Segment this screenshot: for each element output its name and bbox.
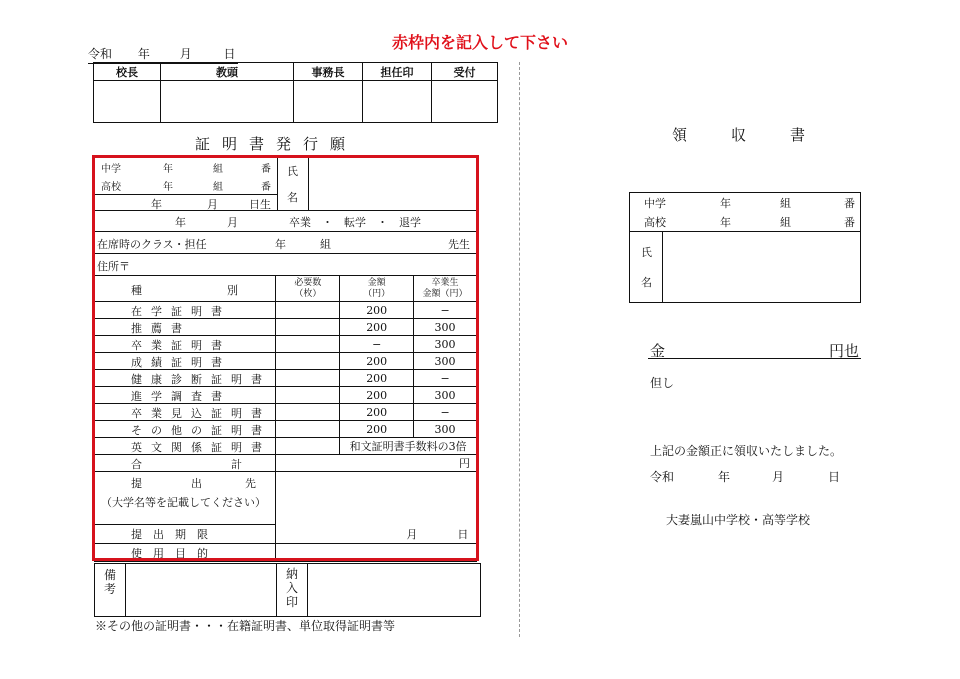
certificate-grad-price: 300 [414,319,477,336]
reception-stamp-cell [432,81,498,123]
jh-year-label: 年 [163,164,173,175]
certificate-name: 健康診断証明書 [131,373,271,386]
receipt-date-day: 日 [828,470,841,484]
status-options[interactable]: 卒業 ・ 転学 ・ 退学 [289,216,421,229]
certificate-price: 200 [340,353,414,370]
address-label: 住所〒 [97,260,130,273]
receipt-hs-year: 年 [720,216,731,229]
request-form-title: 証明書発行願 [195,135,358,153]
status-month-label: 月 [227,216,238,229]
remarks-label-cell [95,564,126,617]
jh-class-label: 組 [213,164,223,175]
certificate-grad-price: − [414,404,477,421]
receipt-date-month: 月 [772,470,785,484]
certificate-name: 卒業見込証明書 [131,407,271,420]
certificate-grad-price: 300 [414,421,477,438]
receipt-amount-line [648,340,861,359]
certificate-grad-price: − [414,302,477,319]
certificate-grad-price: 300 [414,387,477,404]
instruction-notice: 赤枠内を記入して下さい [391,33,568,52]
receipt-purpose-label: 但し [650,376,675,390]
receipt-name-field[interactable] [663,232,861,303]
price-header-label: 金額 [367,277,386,288]
certificate-price: 200 [340,302,414,319]
receipt-amount-prefix: 金 [650,342,666,360]
hs-number-label: 番 [261,182,271,193]
receipt-jh-number: 番 [844,197,855,210]
receipt-date-era: 令和 [650,470,675,484]
receipt-jh-year: 年 [720,197,731,210]
remarks-label: 備考 [104,568,117,596]
certificate-name: 推薦書 [131,322,191,335]
name-label-1: 氏 [287,165,298,178]
submit-to-label-3: 先 [245,477,256,490]
receipt-hs-number: 番 [844,216,855,229]
certificate-grad-price: 300 [414,336,477,353]
total-unit: 円 [459,457,470,470]
vice-principal-stamp-cell [161,81,294,123]
approval-stamp-table [93,62,498,123]
receipt-school-name: 大妻嵐山中学校・高等学校 [666,513,811,527]
total-label-2: 計 [231,458,242,471]
total-label-1: 合 [131,458,142,471]
receipt-hs-label: 高校 [644,216,666,229]
certificate-name: その他の証明書 [131,424,271,437]
required-unit-label: （枚） [294,288,322,299]
office-manager-stamp-cell [294,81,363,123]
certificate-price: − [340,336,414,353]
submit-to-label-2: 出 [191,477,202,490]
receipt-stamp-label: 納入印 [286,567,299,609]
cut-line [519,62,520,637]
status-year-label: 年 [175,216,186,229]
footnote: ※その他の証明書・・・在籍証明書、単位取得証明書等 [95,619,396,633]
receipt-name-label-2: 名 [641,276,652,289]
certificate-grad-price: 300 [414,353,477,370]
deadline-month-label: 月 [406,527,418,541]
certificate-price: 200 [340,370,414,387]
ct-class-label: 組 [320,238,331,251]
principal-stamp-cell [94,81,161,123]
day-label: 日 [223,47,236,61]
class-teacher-label: 在席時のクラス・担任 [97,238,207,251]
birth-year-label: 年 [151,198,162,211]
receipt-stamp-label-cell [277,564,308,617]
hs-year-label: 年 [163,182,173,193]
birth-month-label: 月 [207,198,218,211]
receipt-date-year: 年 [718,470,731,484]
era-label: 令和 [88,47,113,61]
receipt-title: 領収書 [672,126,850,144]
required-header-label: 必要数 [294,277,322,288]
year-label: 年 [137,47,150,61]
deadline-label: 提 出 期 限 [131,528,208,541]
grad-price-header-1: 卒業生 [431,277,459,288]
receipt-stamp-field [308,564,481,617]
principal-header: 校長 [94,63,161,81]
deadline-day-label: 日 [457,527,469,541]
submit-to-hint: （大学名等を記載してください） [101,496,266,509]
ct-teacher-label: 先生 [448,238,470,251]
homeroom-stamp-header: 担任印 [363,63,432,81]
certificate-price: 200 [340,421,414,438]
high-school-label: 高校 [101,182,121,193]
english-cert-fee-note: 和文証明書手数料の3倍 [340,438,477,455]
hs-class-label: 組 [213,182,223,193]
purpose-label: 使 用 目 的 [131,547,208,560]
submit-to-label-1: 提 [131,477,142,490]
homeroom-stamp-cell [363,81,432,123]
reception-header: 受付 [432,63,498,81]
certificate-grad-price: − [414,370,477,387]
jh-number-label: 番 [261,164,271,175]
certificate-price: 200 [340,319,414,336]
receipt-jh-class: 組 [780,197,791,210]
certificate-name: 進学調査書 [131,390,231,403]
name-label-2: 名 [287,191,298,204]
certificate-name: 卒業証明書 [131,339,231,352]
remarks-field[interactable] [126,564,277,617]
grad-price-header-2: 金額（円） [422,288,468,299]
birth-day-label: 日生 [249,198,271,211]
certificate-price: 200 [340,387,414,404]
certificate-name: 在学証明書 [131,305,231,318]
price-unit-label: （円） [363,288,391,299]
receipt-hs-class: 組 [780,216,791,229]
junior-high-label: 中学 [101,164,121,175]
certificate-name: 成績証明書 [131,356,231,369]
type-header-2: 別 [227,284,238,297]
receipt-jh-label: 中学 [644,197,666,210]
english-cert-label: 英文関係証明書 [131,441,271,454]
remarks-table [94,563,481,617]
receipt-name-label-cell [630,232,663,303]
receipt-student-table [629,192,861,303]
vice-principal-header: 教頭 [161,63,294,81]
receipt-statement: 上記の金額正に領収いたしました。 [650,444,843,458]
required-fields-frame [92,155,479,561]
receipt-name-label-1: 氏 [641,246,652,259]
office-manager-header: 事務長 [294,63,363,81]
receipt-class-cell [630,193,861,232]
certificate-price: 200 [340,404,414,421]
ct-year-label: 年 [275,238,286,251]
type-header-1: 種 [131,284,142,297]
month-label: 月 [179,47,192,61]
receipt-amount-suffix: 円也 [828,342,859,360]
